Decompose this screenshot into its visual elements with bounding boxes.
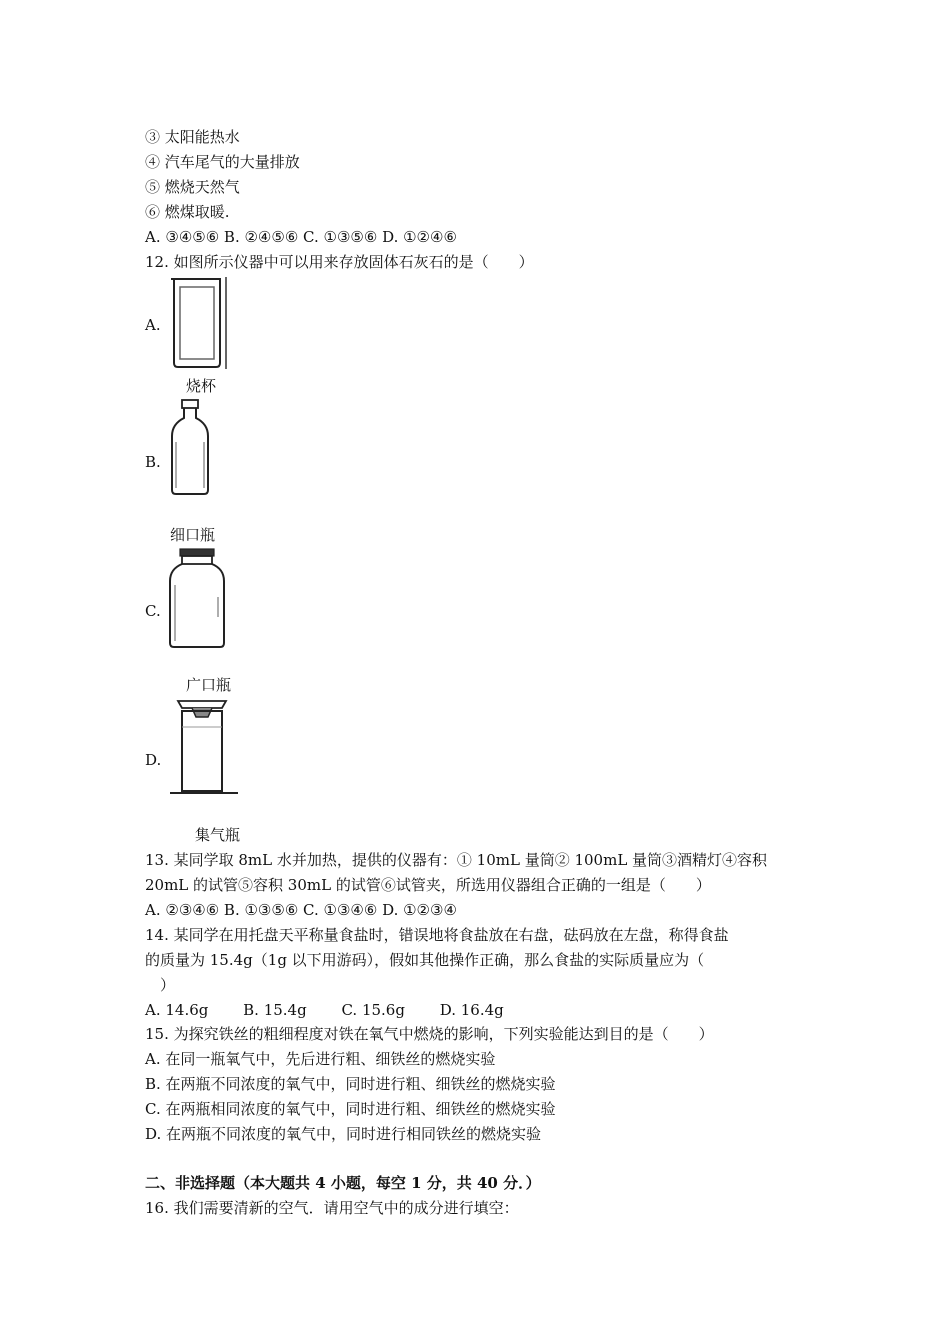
q12-option-a-caption: 烧杯 [186, 377, 217, 395]
list-item-4: ④ 汽车尾气的大量排放 [145, 153, 300, 171]
q11-options: A. ③④⑤⑥ B. ②④⑤⑥ C. ①③⑤⑥ D. ①②④⑥ [145, 228, 457, 246]
q12-option-c-caption: 广口瓶 [186, 676, 232, 694]
list-item-6: ⑥ 燃煤取暖. [145, 203, 230, 221]
q15-option-c: C. 在两瓶相同浓度的氧气中，同时进行粗、细铁丝的燃烧实验 [145, 1100, 556, 1118]
beaker-icon [168, 275, 232, 371]
q12-option-b-caption: 细口瓶 [170, 526, 216, 544]
q12-option-d-letter: D. [145, 751, 162, 769]
q14-stem-line1: 14. 某同学在用托盘天平称量食盐时，错误地将食盐放在右盘，砝码放在左盘，称得食盐 [145, 926, 729, 944]
q12-option-b-letter: B. [145, 453, 161, 471]
q16-stem: 16. 我们需要清新的空气．请用空气中的成分进行填空： [145, 1199, 519, 1217]
q14-stem-line2: 的质量为 15.4g（1g 以下用游码），假如其他操作正确，那么食盐的实际质量应为（ [145, 951, 705, 969]
q15-option-b: B. 在两瓶不同浓度的氧气中，同时进行粗、细铁丝的燃烧实验 [145, 1075, 556, 1093]
q14-stem-line3: ） [145, 976, 176, 994]
section-heading: 二、非选择题（本大题共 4 小题，每空 1 分，共 40 分．） [145, 1174, 541, 1192]
wide-mouth-bottle-icon [166, 547, 228, 651]
list-item-3: ③ 太阳能热水 [145, 128, 240, 146]
q14-options: A. 14.6g B. 15.4g C. 15.6g D. 16.4g [145, 1001, 504, 1019]
q15-stem: 15. 为探究铁丝的粗细程度对铁在氧气中燃烧的影响，下列实验能达到目的是（ ） [145, 1025, 714, 1043]
q13-stem-line2: 20mL 的试管⑤容积 30mL 的试管⑥试管夹，所选用仪器组合正确的一组是（ ） [145, 876, 711, 894]
q12-option-d-caption: 集气瓶 [195, 826, 241, 844]
q12-option-c-letter: C. [145, 602, 161, 620]
q12-option-a-letter: A. [145, 316, 161, 334]
q15-option-a: A. 在同一瓶氧气中，先后进行粗、细铁丝的燃烧实验 [145, 1050, 496, 1068]
list-item-5: ⑤ 燃烧天然气 [145, 178, 240, 196]
narrow-mouth-bottle-icon [168, 398, 214, 498]
q15-option-d: D. 在两瓶不同浓度的氧气中，同时进行相同铁丝的燃烧实验 [145, 1125, 542, 1143]
q12-stem: 12. 如图所示仪器中可以用来存放固体石灰石的是（ ） [145, 253, 534, 271]
gas-collecting-bottle-icon [168, 697, 240, 797]
q13-stem-line1: 13. 某同学取 8mL 水并加热，提供的仪器有：① 10mL 量筒② 100mL 量筒③酒精灯④容积 [145, 851, 768, 869]
q13-options: A. ②③④⑥ B. ①③⑤⑥ C. ①③④⑥ D. ①②③④ [145, 901, 457, 919]
